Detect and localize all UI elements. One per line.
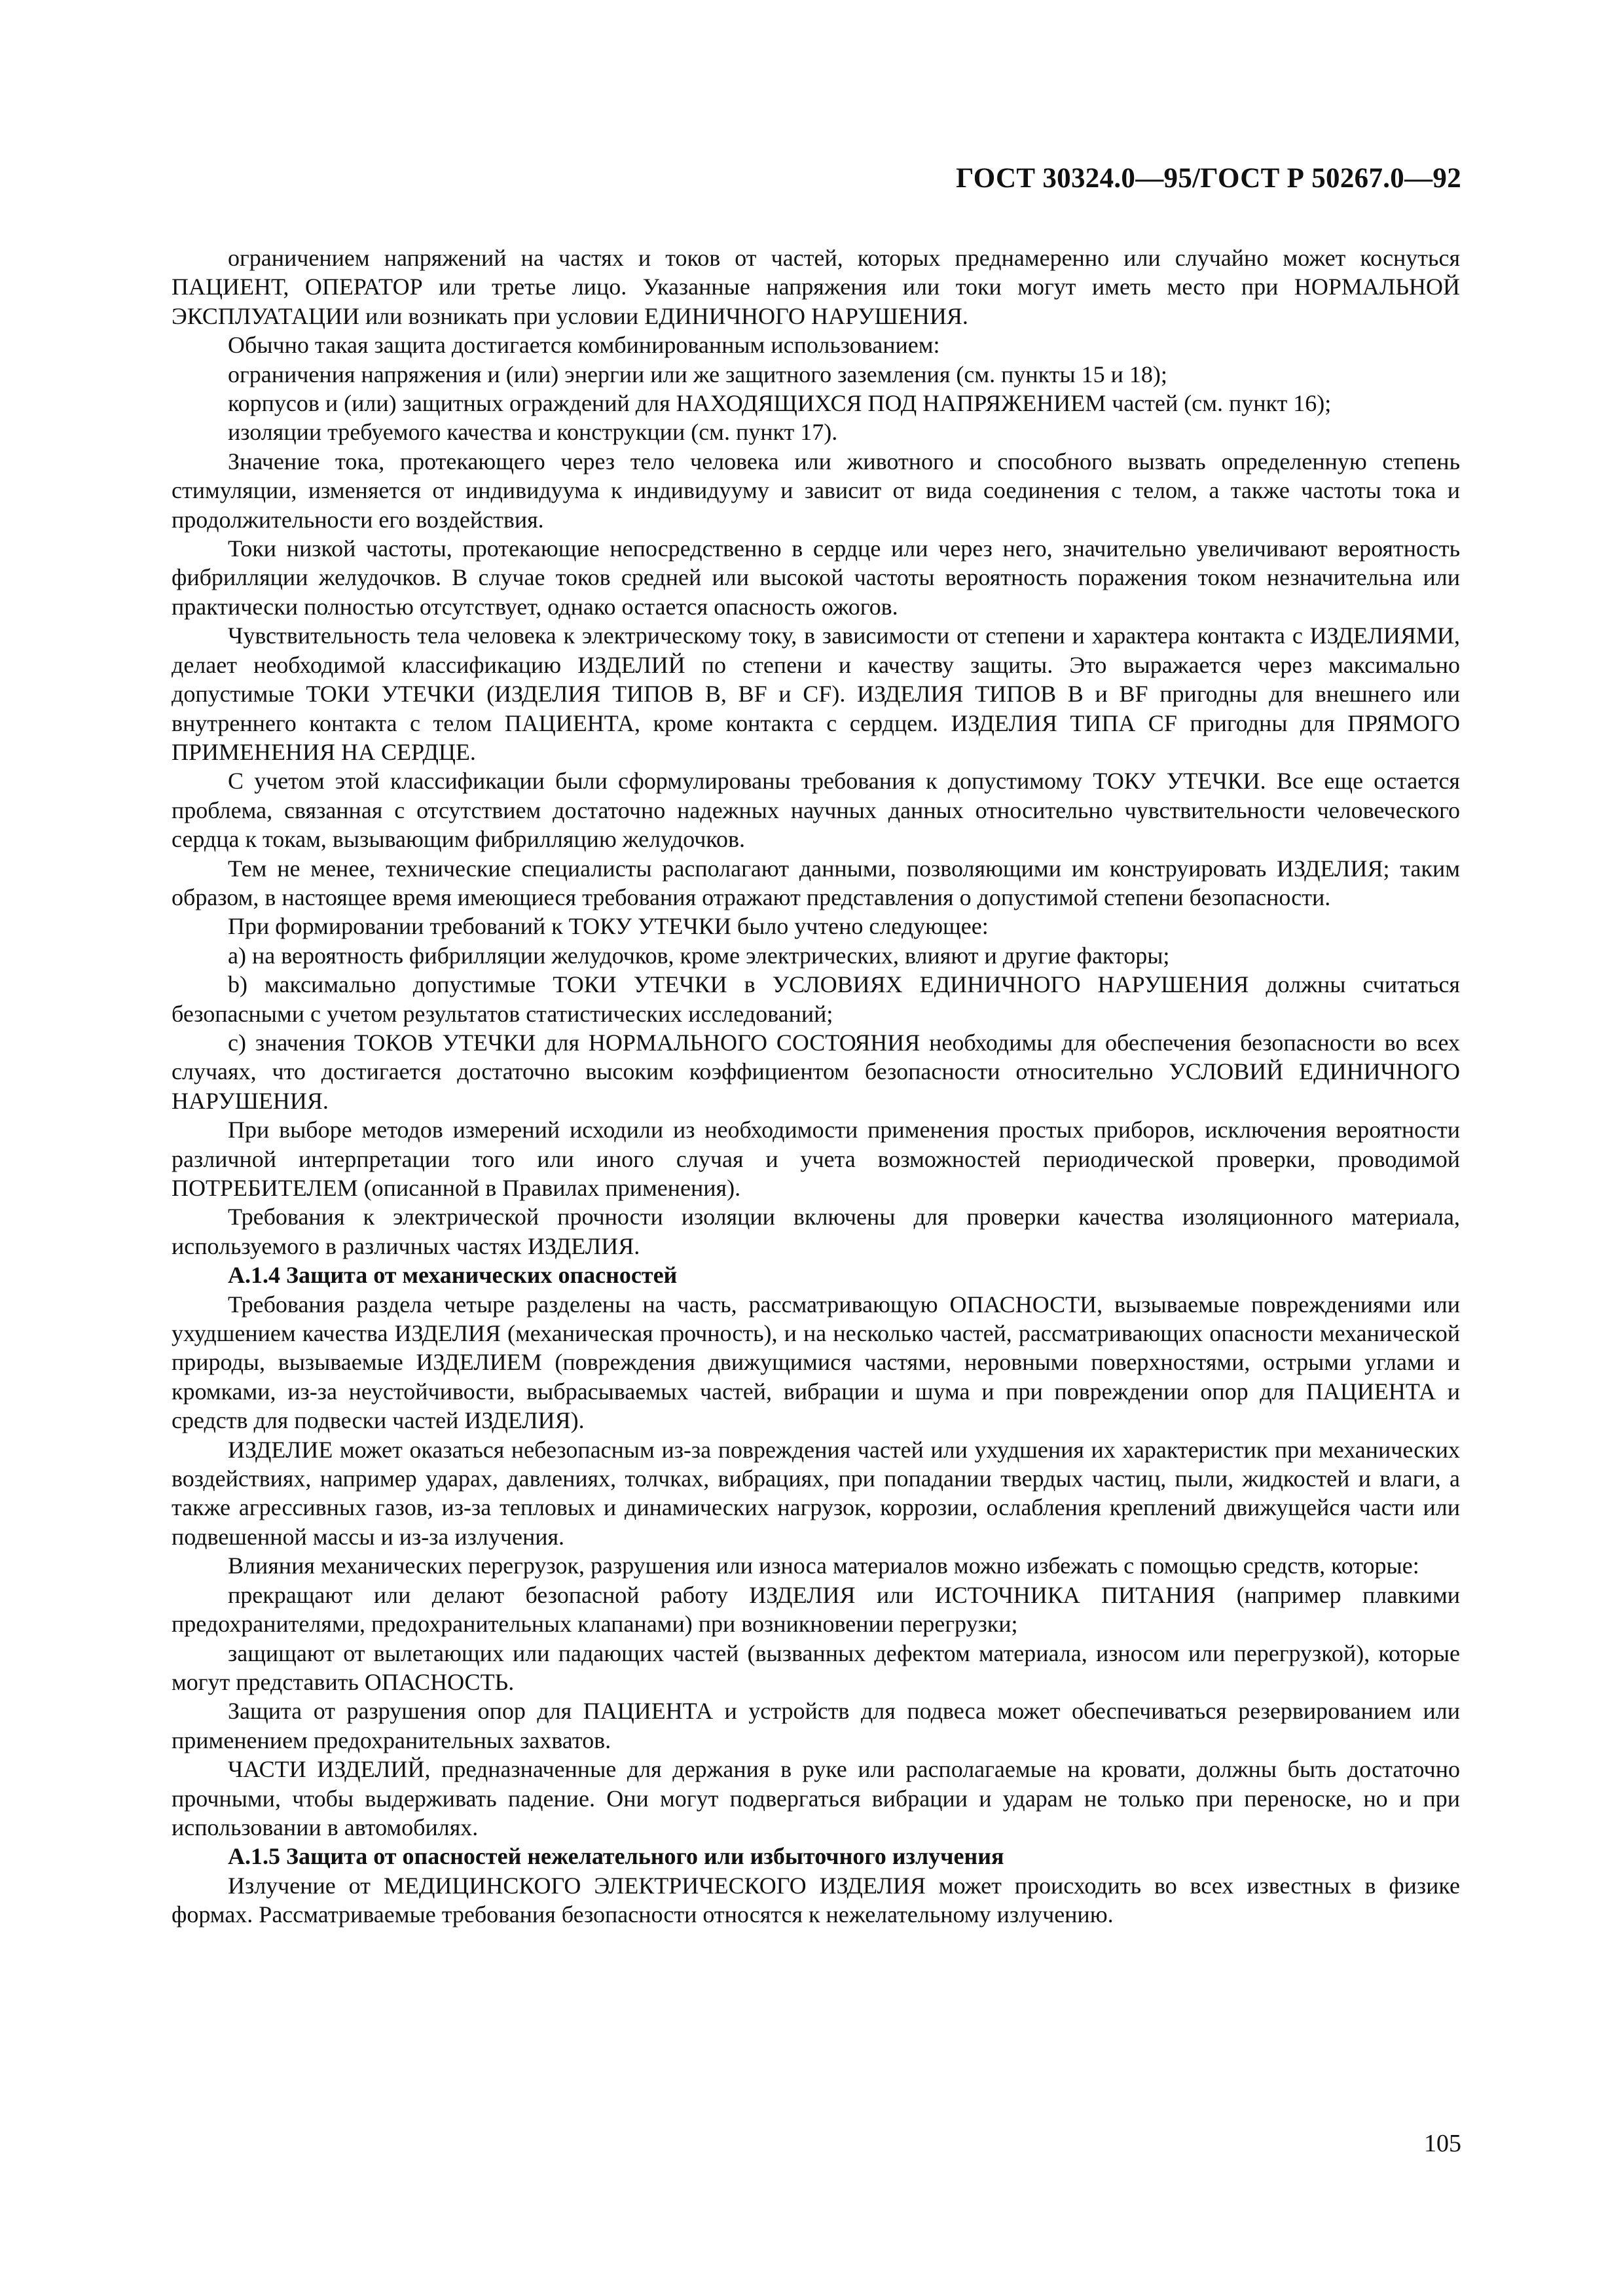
list-item: c) значения ТОКОВ УТЕЧКИ для НОРМАЛЬНОГО СОСТОЯНИЯ необходимы для обеспечения безопасности во всех случаях, что достигается достаточно высоким коэффициентом безопасности относительно УСЛОВИЙ ЕДИНИЧНОГО НАРУШЕНИЯ. (172, 1029, 1460, 1114)
list-item: a) на вероятность фибрилляции желудочков, кроме электрических, влияют и другие факторы; (228, 942, 1170, 969)
section-heading-a-1-5: A.1.5 Защита от опасностей нежелательного или избыточного излучения (228, 1843, 1004, 1870)
paragraph: Требования раздела четыре разделены на часть, рассматривающую ОПАСНОСТИ, вызываемые повреждениями или ухудшением качества ИЗДЕЛИЯ (механическая прочность), и на несколько частей, рассматривающих опасности механической природы, вызываемые ИЗДЕЛИЕМ (повреждения движущимися частями, неровными поверхностями, острыми углами и кромками, из-за неустойчивости, выбрасываемых частей, вибрации и шума и при повреждении опор для ПАЦИЕНТА и средств для подвески частей ИЗДЕЛИЯ). (172, 1291, 1460, 1434)
paragraph: Защита от разрушения опор для ПАЦИЕНТА и устройств для подвеса может обеспечиваться резервированием или применением предохранительных захватов. (172, 1698, 1460, 1753)
document-body (172, 243, 1460, 1929)
paragraph: С учетом этой классификации были сформулированы требования к допустимому ТОКУ УТЕЧКИ. Все еще остается проблема, связанная с отсутствием достаточно надежных научных данных относительно чувствительности человеческого сердца к токам, вызывающим фибрилляцию желудочков. (172, 768, 1460, 853)
list-item: защищают от вылетающих или падающих частей (вызванных дефектом материала, износом или перегрузкой), которые могут представить ОПАСНОСТЬ. (172, 1640, 1460, 1695)
page-number: 105 (1424, 2130, 1461, 2157)
list-item: ограничения напряжения и (или) энергии или же защитного заземления (см. пункты 15 и 18); (228, 361, 1167, 387)
list-item: изоляции требуемого качества и конструкции (см. пункт 17). (228, 419, 838, 446)
paragraph: Чувствительность тела человека к электрическому току, в зависимости от степени и характера контакта с ИЗДЕЛИЯМИ, делает необходимой классификацию ИЗДЕЛИЙ по степени и качеству защиты. Это выражается через максимально допустимые ТОКИ УТЕЧКИ (ИЗДЕЛИЯ ТИПОВ B, BF и CF). ИЗДЕЛИЯ ТИПОВ B и BF пригодны для внешнего или внутреннего контакта с телом ПАЦИЕНТА, кроме контакта с сердцем. ИЗДЕЛИЯ ТИПА CF пригодны для ПРЯМОГО ПРИМЕНЕНИЯ НА СЕРДЦЕ. (172, 622, 1460, 765)
paragraph: Влияния механических перегрузок, разрушения или износа материалов можно избежать с помощью средств, которые: (228, 1552, 1419, 1579)
section-heading-a-1-4: A.1.4 Защита от механических опасностей (228, 1262, 678, 1289)
paragraph: Обычно такая защита достигается комбинированным использованием: (228, 332, 940, 359)
paragraph: ЧАСТИ ИЗДЕЛИЙ, предназначенные для держания в руке или располагаемые на кровати, должны быть достаточно прочными, чтобы выдерживать падение. Они могут подвергаться вибрации и ударам не только при переноске, но и при использовании в автомобилях. (172, 1756, 1460, 1840)
list-item: корпусов и (или) защитных ограждений для НАХОДЯЩИХСЯ ПОД НАПРЯЖЕНИЕМ частей (см. пункт 16); (228, 390, 1332, 417)
paragraph: ИЗДЕЛИЕ может оказаться небезопасным из-за повреждения частей или ухудшения их характеристик при механических воздействиях, например ударах, давлениях, толчках, вибрациях, при попадании твердых частиц, пыли, жидкостей и влаги, а также агрессивных газов, из-за тепловых и динамических нагрузок, коррозии, ослабления креплений движущейся части или подвешенной массы и из-за излучения. (172, 1436, 1460, 1550)
paragraph: ограничением напряжений на частях и токов от частей, которых преднамеренно или случайно может коснуться ПАЦИЕНТ, ОПЕРАТОР или третье лицо. Указанные напряжения или токи могут иметь место при НОРМАЛЬНОЙ ЭКСПЛУАТАЦИИ или возникать при условии ЕДИНИЧНОГО НАРУШЕНИЯ. (172, 245, 1460, 329)
paragraph: Требования к электрической прочности изоляции включены для проверки качества изоляционного материала, используемого в различных частях ИЗДЕЛИЯ. (172, 1204, 1460, 1259)
paragraph: Тем не менее, технические специалисты располагают данными, позволяющими им конструировать ИЗДЕЛИЯ; таким образом, в настоящее время имеющиеся требования отражают представления о допустимой степени безопасности. (172, 855, 1460, 910)
paragraph: При формировании требований к ТОКУ УТЕЧКИ было учтено следующее: (228, 913, 989, 940)
page-header-standard-number: ГОСТ 30324.0—95/ГОСТ Р 50267.0—92 (956, 163, 1461, 194)
paragraph: При выборе методов измерений исходили из необходимости применения простых приборов, исключения вероятности различной интерпретации того или иного случая и учета возможностей периодической проверки, проводимой ПОТРЕБИТЕЛЕМ (описанной в Правилах применения). (172, 1117, 1460, 1201)
list-item: прекращают или делают безопасной работу ИЗДЕЛИЯ или ИСТОЧНИКА ПИТАНИЯ (например плавкими предохранителями, предохранительных клапанами) при возникновении перегрузки; (172, 1581, 1460, 1638)
paragraph: Значение тока, протекающего через тело человека или животного и способного вызвать определенную степень стимуляции, изменяется от индивидуума к индивидууму и зависит от вида соединения с телом, а также частоты тока и продолжительности его воздействия. (172, 448, 1460, 533)
paragraph: Токи низкой частоты, протекающие непосредственно в сердце или через него, значительно увеличивают вероятность фибрилляции желудочков. В случае токов средней или высокой частоты вероятность поражения током незначительна или практически полностью отсутствует, однако остается опасность ожогов. (172, 535, 1460, 620)
paragraph: Излучение от МЕДИЦИНСКОГО ЭЛЕКТРИЧЕСКОГО ИЗДЕЛИЯ может происходить во всех известных в физике формах. Рассматриваемые требования безопасности относятся к нежелательному излучению. (172, 1872, 1460, 1928)
list-item: b) максимально допустимые ТОКИ УТЕЧКИ в УСЛОВИЯХ ЕДИНИЧНОГО НАРУШЕНИЯ должны считаться безопасными с учетом результатов статистических исследований; (172, 971, 1460, 1027)
